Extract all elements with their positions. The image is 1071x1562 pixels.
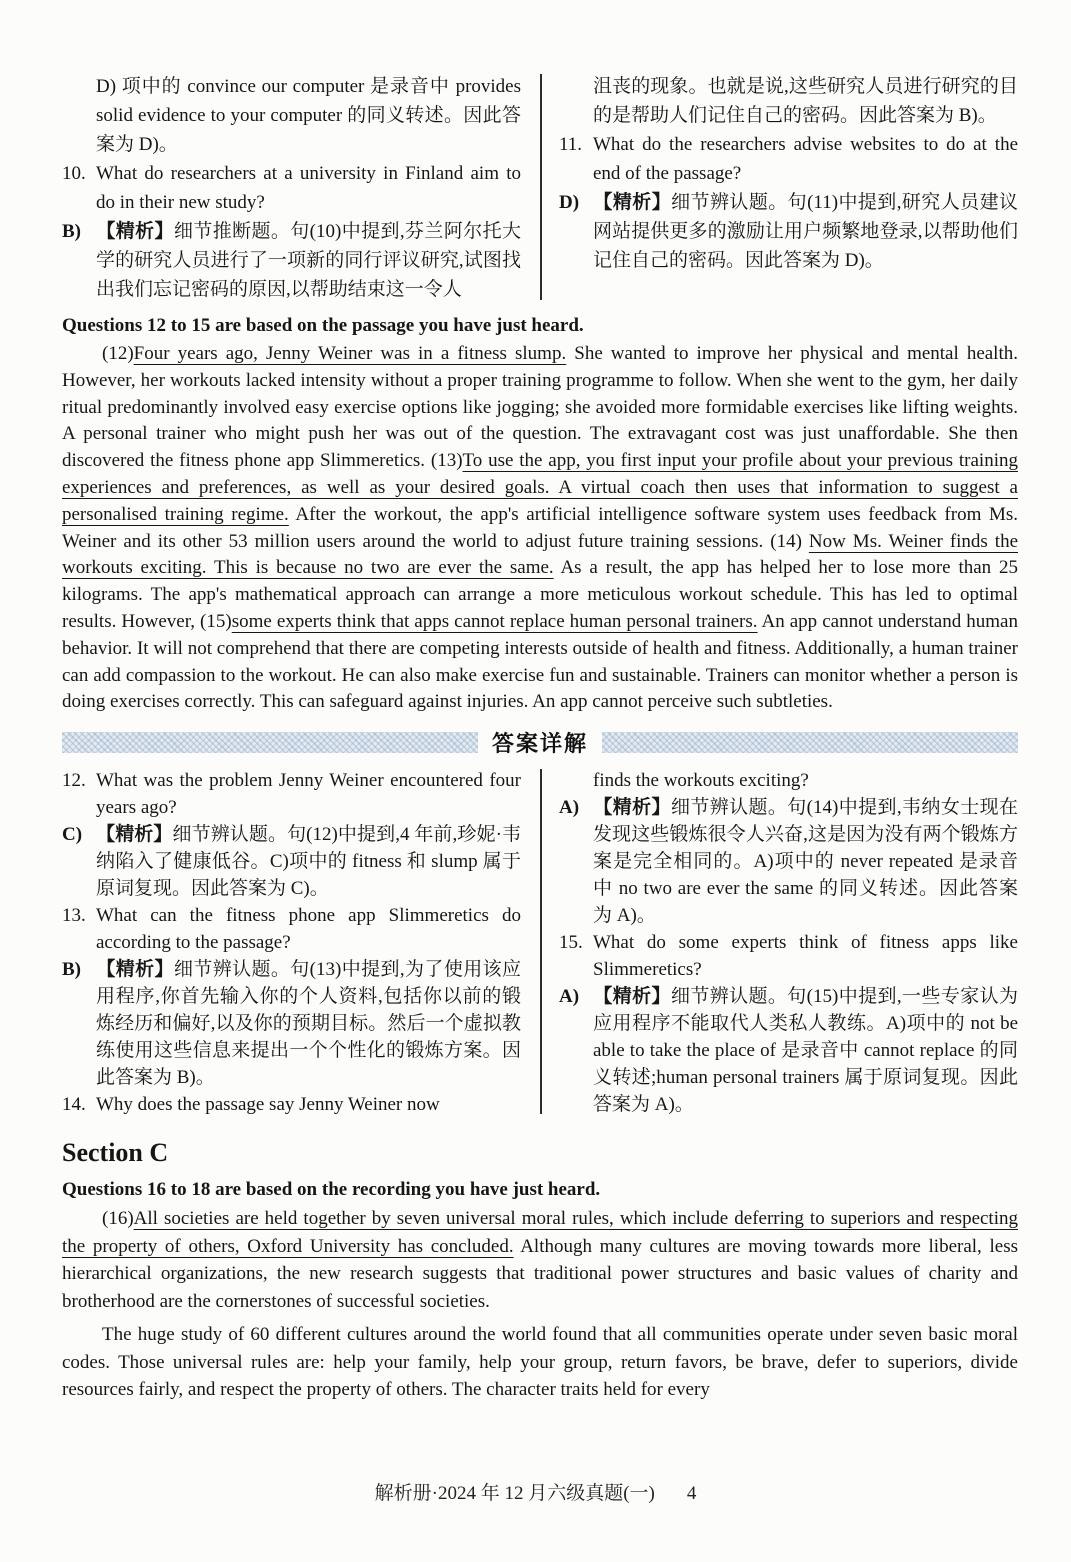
item-text: Why does the passage say Jenny Weiner now [96, 1094, 440, 1116]
qa-item [559, 929, 1018, 983]
item-text: What was the problem Jenny Weiner encountered four years ago? [96, 770, 521, 819]
answer-detail-banner-label: 答案详解 [492, 731, 589, 757]
item-text: 细节推断题。句(10)中提到,芬兰阿尔托大学的研究人员进行了一项新的同行评议研究,试图找出我们忘记密码的原因,以帮助结束这一令人 [96, 221, 521, 300]
underlined-segment: To use the app, you first input your profile about your previous training experiences and preferences, as well as your desired goals. A virtual coach then uses that information to suggest a personalised training regime. [62, 450, 1018, 525]
answer-detail-banner [62, 727, 1018, 758]
item-label: 10. [62, 163, 86, 184]
jingxi-tag: 【精析】 [593, 797, 671, 819]
item-label: 11. [559, 134, 583, 155]
item-text: D) 项中的 convince our computer 是录音中 provides solid evidence to your computer 的同义转述。因此答案为 D)。 [96, 76, 521, 155]
qa-item [62, 902, 521, 956]
qa-item [559, 188, 1018, 275]
text-segment: (13) [430, 450, 463, 472]
item-label: B) [62, 221, 81, 242]
item-text: What can the fitness phone app Slimmeretics do according to the passage? [96, 905, 521, 954]
underlined-segment: some experts think that apps cannot replace human personal trainers. [231, 610, 758, 632]
text-segment: Although many cultures are moving towards more liberal, less hierarchical organizations, the new research suggests that traditional power structures and basic values of charity and brotherhood are the cornerstones of successful societies. [62, 1235, 1018, 1312]
qa-item-continuation [62, 72, 521, 159]
item-label: D) [559, 192, 580, 213]
section-c-paragraph-2 [62, 1321, 1018, 1404]
qa-item [62, 956, 521, 1091]
section-c-title: Section C [62, 1138, 169, 1168]
footer-booklet-title: 解析册·2024 年 12 月六级真题(一) [374, 1483, 655, 1504]
page-content [62, 72, 1018, 1404]
text-segment: (14) [770, 530, 809, 552]
footer-page-number: 4 [686, 1483, 697, 1504]
underlined-segment: Now Ms. Weiner finds the workouts exciting. This is because no two are ever the same. [62, 530, 1019, 579]
top-answer-section [62, 72, 1018, 304]
item-text: 细节辨认题。句(11)中提到,研究人员建议网站提供更多的激励让用户频繁地登录,以帮助他们记住自己的密码。因此答案为 D)。 [593, 192, 1018, 271]
item-label: 12. [62, 770, 86, 792]
item-text: What do some experts think of fitness apps like Slimmeretics? [593, 932, 1018, 981]
section-c-paragraph-1 [62, 1205, 1018, 1315]
jingxi-tag: 【精析】 [96, 959, 174, 981]
text-segment: As a result, the app has helped her to lose more than 25 kilograms. The app's mathematical approach can arrange a more meticulous workout schedule. This has led to optimal results. However, [62, 557, 1018, 632]
item-label: 14. [62, 1094, 86, 1116]
top-right-column [559, 72, 1018, 304]
jingxi-tag: 【精析】 [593, 986, 671, 1008]
qa-item [62, 159, 521, 217]
qa-item [62, 217, 521, 304]
banner-texture-left [62, 732, 478, 753]
qa-item [62, 1091, 521, 1118]
passage1-heading: Questions 12 to 15 are based on the passage you have just heard. [62, 315, 584, 336]
qa-item [559, 794, 1018, 929]
text-segment: (16) [102, 1208, 134, 1230]
passage1-text [62, 341, 1018, 716]
qa-right-column [559, 767, 1018, 1118]
qa-item-continuation [559, 767, 1018, 794]
item-text: 细节辨认题。句(13)中提到,为了使用该应用程序,你首先输入你的个人资料,包括你以前的锻炼经历和偏好,以及你的预期目标。然后一个虚拟教练使用这些信息来提出一个个性化的锻炼方案。因此答案为 B)。 [96, 959, 521, 1089]
item-label: A) [559, 986, 580, 1008]
section-c-heading: Questions 16 to 18 are based on the recording you have just heard. [62, 1179, 601, 1201]
item-text: What do researchers at a university in Finland aim to do in their new study? [96, 163, 521, 213]
answer-detail-section [62, 767, 1018, 1118]
item-text: 细节辨认题。句(12)中提到,4 年前,珍妮·韦纳陷入了健康低谷。C)项中的 fitness 和 slump 属于原词复现。因此答案为 C)。 [96, 824, 521, 900]
item-label: 15. [559, 932, 583, 954]
qa-item-continuation [559, 72, 1018, 130]
jingxi-tag: 【精析】 [96, 221, 174, 242]
item-label: A) [559, 797, 580, 819]
qa-left-column [62, 767, 521, 1118]
jingxi-tag: 【精析】 [593, 192, 672, 213]
text-segment: She wanted to improve her physical and mental health. However, her workouts lacked intensity without a proper training programme to follow. When she went to the gym, her daily ritual predominantly involved easy exercise options like jogging; she avoided more formidable exercises like lifting weights. A personal trainer who might push her was out of the question. The extravagant cost was just unaffordable. She then discovered the fitness phone app Slimmeretics. [62, 343, 1018, 472]
text-segment: An app cannot understand human behavior. It will not comprehend that there are competing interests outside of health and fitness. Additionally, a human trainer can add compassion to the workout. He can also make exercise fun and sustainable. Trainers can monitor whether a person is doing exercises correctly. This can safeguard against injuries. An app cannot perceive such subtleties. [62, 610, 1018, 713]
item-text: finds the workouts exciting? [593, 770, 809, 792]
banner-texture-right [602, 732, 1018, 753]
item-text: 细节辨认题。句(14)中提到,韦纳女士现在发现这些锻炼很令人兴奋,这是因为没有两个锻炼方案是完全相同的。A)项中的 never repeated 是录音中 no two are ever the same 的同义转述。因此答案为 A)。 [593, 797, 1018, 927]
item-text: 细节辨认题。句(15)中提到,一些专家认为应用程序不能取代人类私人教练。A)项中的 not be able to take the place of 是录音中 cannot replace 的同义转述;human personal trainers 属于原词复现。因此答案为 A)。 [593, 986, 1018, 1116]
jingxi-tag: 【精析】 [96, 824, 173, 846]
qa-item [559, 983, 1018, 1118]
text-segment: (15) [200, 610, 232, 632]
item-label: C) [62, 824, 83, 846]
qa-item [62, 821, 521, 902]
item-text: 沮丧的现象。也就是说,这些研究人员进行研究的目的是帮助人们记住自己的密码。因此答案为 B)。 [593, 76, 1018, 126]
page-footer [0, 1478, 1071, 1505]
qa-item [62, 767, 521, 821]
text-segment: After the workout, the app's artificial intelligence software system uses feedback from Ms. Weiner and its other 53 million users around the world to adjust future training sessions. [62, 503, 1018, 552]
text-segment: The huge study of 60 different cultures around the world found that all communities operate under seven basic moral codes. Those universal rules are: help your family, help your group, return favors, be brave, defer to superiors, divide resources fairly, and respect the property of others. The character traits held for every [62, 1324, 1018, 1401]
qa-item [559, 130, 1018, 188]
text-segment: (12) [102, 343, 134, 364]
underlined-segment: All societies are held together by seven universal moral rules, which include deferring to superiors and respecting the property of others, Oxford University has concluded. [62, 1208, 1018, 1257]
item-label: 13. [62, 905, 86, 927]
top-left-column [62, 72, 521, 304]
underlined-segment: Four years ago, Jenny Weiner was in a fitness slump. [133, 343, 567, 364]
item-label: B) [62, 959, 81, 981]
item-text: What do the researchers advise websites to do at the end of the passage? [593, 134, 1018, 184]
